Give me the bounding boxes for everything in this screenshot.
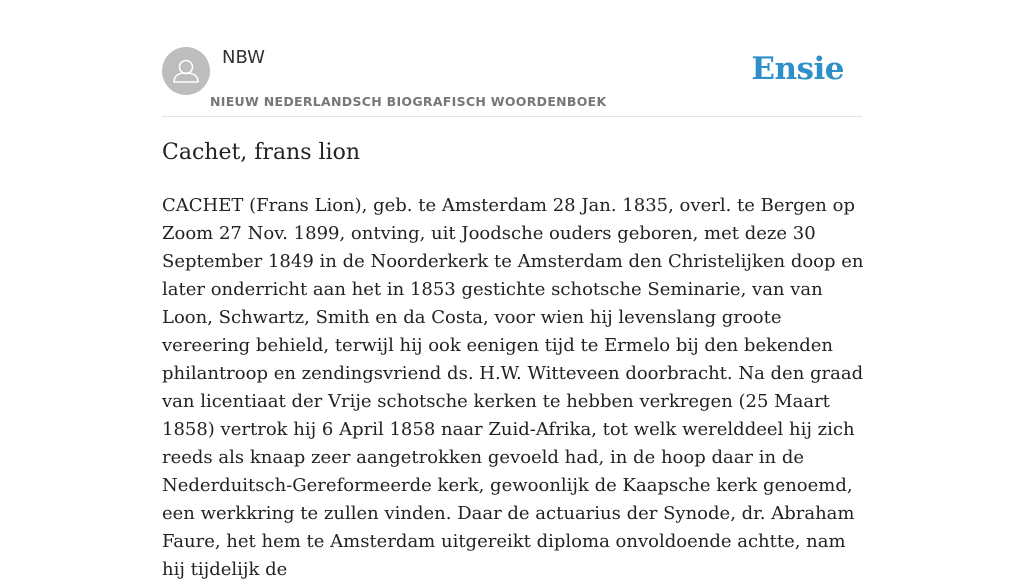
source-subtitle[interactable]: NIEUW NEDERLANDSCH BIOGRAFISCH WOORDENBOEK (210, 94, 607, 109)
source-avatar[interactable] (162, 47, 210, 95)
article-title: Cachet, frans lion (162, 140, 360, 165)
article-body: CACHET (Frans Lion), geb. te Amsterdam 28 Jan. 1835, overl. te Bergen op Zoom 27 Nov. 1899, ontving, uit Joodsche ouders geboren, met deze 30 September 1849 in de Noorderkerk te Amsterdam den Christelijken doop en later onderricht aan het in 1853 gestichte schotsche Seminarie, van van Loon, Schwartz, Smith en da Costa, voor wien hij levenslang groote vereering behield, terwijl hij ook eenigen tijd te Ermelo bij den bekenden philantroop en zendingsvriend ds. H.W. Witteveen doorbracht. Na den graad van licentiaat der Vrije schotsche kerken te hebben verkregen (25 Maart 1858) vertrok hij 6 April 1858 naar Zuid-Afrika, tot welk werelddeel hij zich reeds als knaap zeer aangetrokken gevoeld had, in de hoop daar in de Nederduitsch-Gereformeerde kerk, gewoonlijk de Kaapsche kerk genoemd, een werkkring te zullen vinden. Daar de actuarius der Synode, dr. Abraham Faure, het hem te Amsterdam uitgereikt diploma onvoldoende achtte, nam hij tijdelijk de (162, 195, 864, 580)
ensie-logo[interactable]: Ensie (751, 51, 844, 87)
user-icon (162, 47, 210, 95)
source-header (162, 46, 862, 117)
source-name[interactable]: NBW (222, 47, 265, 68)
